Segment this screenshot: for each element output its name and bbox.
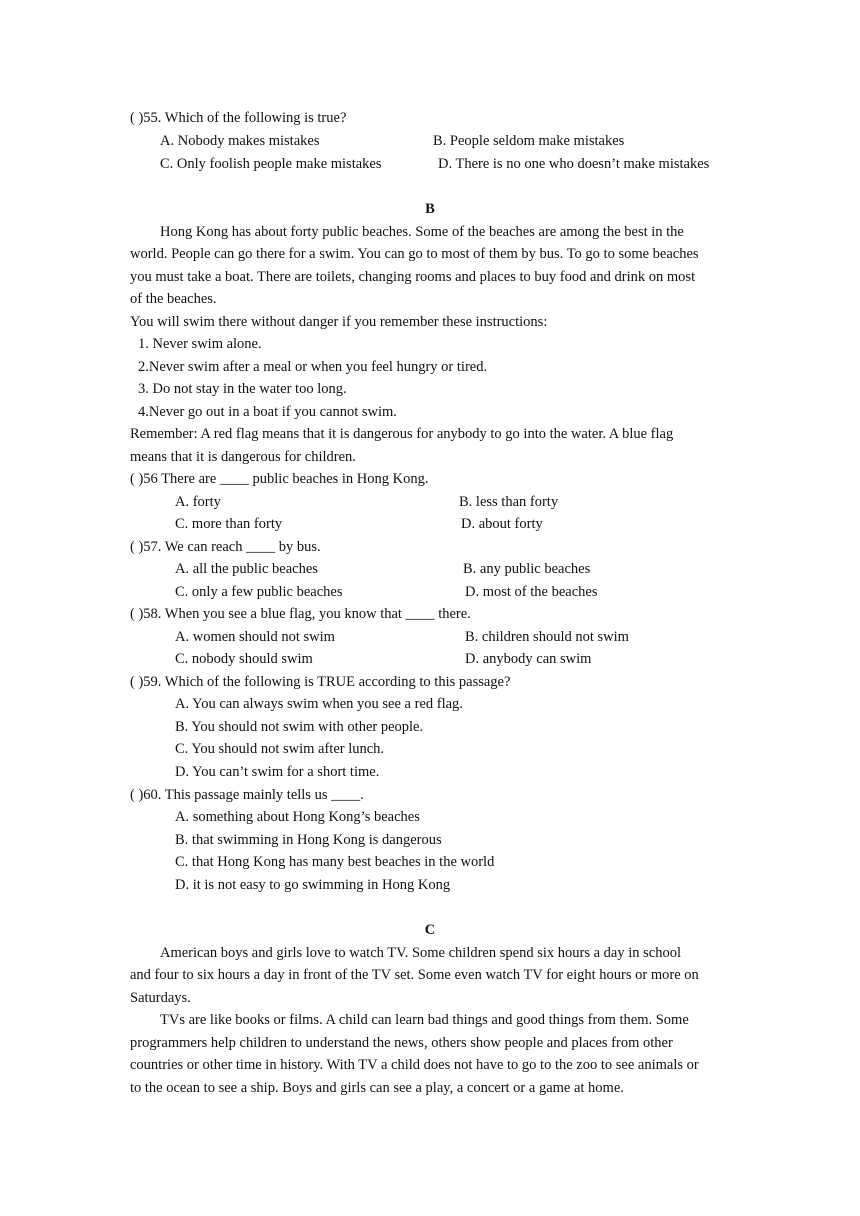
section-b-remember-line2: means that it is dangerous for children. bbox=[130, 449, 356, 465]
q60-option-d: D. it is not easy to go swimming in Hong Kong bbox=[175, 877, 451, 893]
section-c-para1-line1: American boys and girls love to watch TV. Some children spend six hours a day in school bbox=[160, 945, 681, 961]
q58-option-c: C. nobody should swim bbox=[175, 651, 313, 667]
q56-option-d: D. about forty bbox=[461, 516, 543, 532]
q57-stem: ( )57. We can reach ____ by bus. bbox=[130, 539, 321, 555]
q58-option-a: A. women should not swim bbox=[175, 629, 335, 645]
q58-option-d: D. anybody can swim bbox=[465, 651, 592, 667]
section-b-para1-line3: you must take a boat. There are toilets, changing rooms and places to buy food and drink on most bbox=[130, 269, 696, 285]
section-b-remember-line1: Remember: A red flag means that it is dangerous for anybody to go into the water. A blue flag bbox=[130, 426, 674, 442]
q60-option-b: B. that swimming in Hong Kong is dangerous bbox=[175, 832, 442, 848]
q58-stem: ( )58. When you see a blue flag, you know that ____ there. bbox=[130, 606, 471, 622]
section-c-para2-line3: countries or other time in history. With TV a child does not have to go to the zoo to see animals or bbox=[130, 1057, 699, 1073]
section-b-instruction-2: 2.Never swim after a meal or when you feel hungry or tired. bbox=[138, 359, 488, 375]
section-c-para1-line3: Saturdays. bbox=[130, 990, 191, 1006]
q59-option-a: A. You can always swim when you see a red flag. bbox=[175, 696, 463, 712]
section-c-para2-line2: programmers help children to understand the news, others show people and places from other bbox=[130, 1035, 673, 1051]
q59-stem: ( )59. Which of the following is TRUE according to this passage? bbox=[130, 674, 511, 690]
q55-option-d: D. There is no one who doesn’t make mistakes bbox=[438, 156, 710, 172]
q56-option-b: B. less than forty bbox=[459, 494, 559, 510]
q60-option-a: A. something about Hong Kong’s beaches bbox=[175, 809, 420, 825]
q59-option-c: C. You should not swim after lunch. bbox=[175, 741, 385, 757]
section-b-instruction-1: 1. Never swim alone. bbox=[138, 336, 262, 352]
q55-option-b: B. People seldom make mistakes bbox=[433, 133, 625, 149]
q60-option-c: C. that Hong Kong has many best beaches in the world bbox=[175, 854, 495, 870]
q57-option-c: C. only a few public beaches bbox=[175, 584, 343, 600]
q56-option-a: A. forty bbox=[175, 494, 221, 510]
section-b-instructions-intro: You will swim there without danger if you remember these instructions: bbox=[130, 314, 548, 330]
section-b-para1-line2: world. People can go there for a swim. You can go to most of them by bus. To go to some beaches bbox=[130, 246, 699, 262]
q58-option-b: B. children should not swim bbox=[465, 629, 629, 645]
section-b-para1-line4: of the beaches. bbox=[130, 291, 217, 307]
q59-option-b: B. You should not swim with other people. bbox=[175, 719, 424, 735]
section-c-heading: C bbox=[424, 922, 436, 938]
q55-option-a: A. Nobody makes mistakes bbox=[160, 133, 320, 149]
section-c-para2-line1: TVs are like books or films. A child can learn bad things and good things from them. Some bbox=[160, 1012, 689, 1028]
q57-option-a: A. all the public beaches bbox=[175, 561, 318, 577]
q57-option-d: D. most of the beaches bbox=[465, 584, 598, 600]
q55-stem: ( )55. Which of the following is true? bbox=[130, 110, 347, 126]
q60-stem: ( )60. This passage mainly tells us ____. bbox=[130, 787, 364, 803]
section-b-para1-line1: Hong Kong has about forty public beaches. Some of the beaches are among the best in the bbox=[160, 224, 684, 240]
q59-option-d: D. You can’t swim for a short time. bbox=[175, 764, 380, 780]
q55-option-c: C. Only foolish people make mistakes bbox=[160, 156, 382, 172]
section-b-instruction-4: 4.Never go out in a boat if you cannot swim. bbox=[138, 404, 397, 420]
section-b-instruction-3: 3. Do not stay in the water too long. bbox=[138, 381, 347, 397]
section-c-para1-line2: and four to six hours a day in front of the TV set. Some even watch TV for eight hours or more on bbox=[130, 967, 699, 983]
q57-option-b: B. any public beaches bbox=[463, 561, 591, 577]
section-b-heading: B bbox=[425, 201, 435, 217]
q56-stem: ( )56 There are ____ public beaches in Hong Kong. bbox=[130, 471, 429, 487]
q56-option-c: C. more than forty bbox=[175, 516, 283, 532]
section-c-para2-line4: to the ocean to see a ship. Boys and girls can see a play, a concert or a game at home. bbox=[130, 1080, 624, 1096]
